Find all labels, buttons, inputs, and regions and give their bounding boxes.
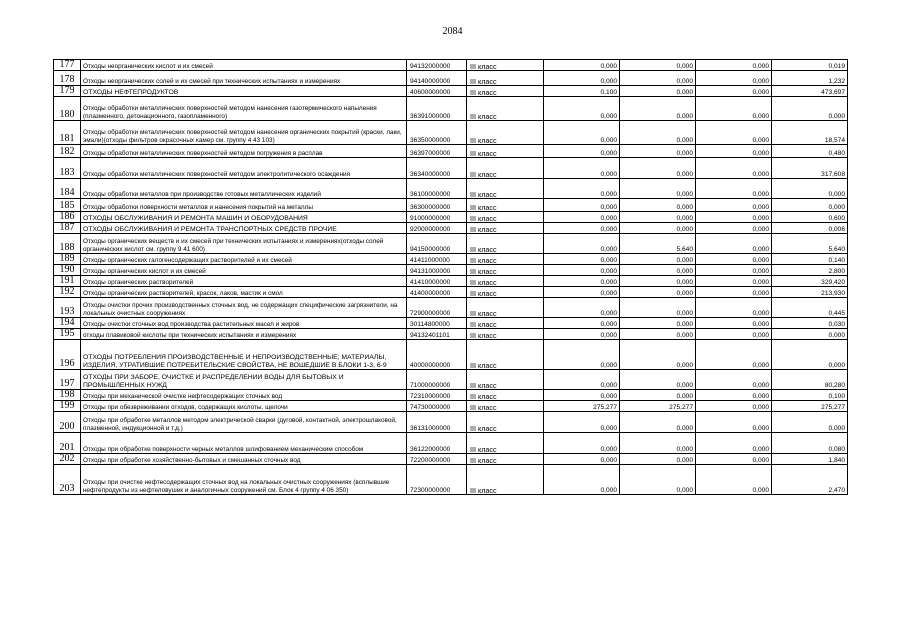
- row-number: 185: [54, 199, 81, 212]
- row-number: 189: [54, 254, 81, 265]
- row-number: 191: [54, 276, 81, 287]
- value-col-2: 0,000: [620, 287, 696, 298]
- value-col-4: 1,840: [772, 454, 848, 465]
- waste-name: ОТХОДЫ ОБСЛУЖИВАНИЯ И РЕМОНТА МАШИН И ОБОРУДОВАНИЯ: [81, 212, 407, 223]
- value-col-3: 0,000: [696, 71, 772, 86]
- table-row: [54, 158, 848, 179]
- hazard-class: III класс: [467, 60, 544, 71]
- waste-name: ОТХОДЫ ПОТРЕБЛЕНИЯ ПРОИЗВОДСТВЕННЫЕ И НЕПРОИЗВОДСТВЕННЫЕ; МАТЕРИАЛЫ, ИЗДЕЛИЯ, УТРАТИВШИЕ ПОТРЕБИТЕЛЬСКИЕ СВОЙСТВА, НЕ ВОШЕДШИЕ В БЛОКИ 1-3, 6-9: [81, 340, 407, 370]
- value-col-3: 0,000: [696, 145, 772, 158]
- value-col-1: 0,000: [544, 179, 620, 199]
- hazard-class: III класс: [467, 71, 544, 86]
- value-col-3: 0,000: [696, 60, 772, 71]
- value-col-1: 0,000: [544, 234, 620, 254]
- value-col-2: 0,000: [620, 465, 696, 495]
- waste-name: Отходы при обработке поверхности черных металлов шлифованием механическим способом: [81, 433, 407, 454]
- value-col-1: 0,000: [544, 465, 620, 495]
- hazard-class: III класс: [467, 86, 544, 97]
- value-col-4: 0,480: [772, 145, 848, 158]
- value-col-3: 0,000: [696, 401, 772, 412]
- value-col-2: 0,000: [620, 454, 696, 465]
- waste-code: 40600000000: [407, 86, 467, 97]
- value-col-4: 80,280: [772, 370, 848, 390]
- value-col-2: 0,000: [620, 298, 696, 318]
- value-col-2: 0,000: [620, 276, 696, 287]
- hazard-class: III класс: [467, 158, 544, 179]
- waste-code: 36350000000: [407, 121, 467, 145]
- hazard-class: III класс: [467, 340, 544, 370]
- row-number: 202: [54, 454, 81, 465]
- table-row: [54, 71, 848, 86]
- table-row: [54, 401, 848, 412]
- value-col-4: 0,445: [772, 298, 848, 318]
- value-col-3: 0,000: [696, 340, 772, 370]
- value-col-1: 0,000: [544, 287, 620, 298]
- value-col-4: 2,470: [772, 465, 848, 495]
- waste-code: 72200000000: [407, 454, 467, 465]
- value-col-4: 0,000: [772, 412, 848, 433]
- waste-name: ОТХОДЫ ПРИ ЗАБОРЕ, ОЧИСТКЕ И РАСПРЕДЕЛЕНИИ ВОДЫ ДЛЯ БЫТОВЫХ И ПРОМЫШЛЕННЫХ НУЖД: [81, 370, 407, 390]
- table-row: [54, 454, 848, 465]
- value-col-4: 0,000: [772, 199, 848, 212]
- waste-code: 36300000000: [407, 199, 467, 212]
- value-col-3: 0,000: [696, 370, 772, 390]
- waste-code: 36391000000: [407, 97, 467, 121]
- table-row: [54, 212, 848, 223]
- value-col-2: 0,000: [620, 390, 696, 401]
- value-col-3: 0,000: [696, 223, 772, 234]
- table-row: [54, 329, 848, 340]
- waste-code: 71000000000: [407, 370, 467, 390]
- waste-name: Отходы обработки металлических поверхностей методом нанесения органических покрытий (краски, лаки, эмали)(отходы фильтров окрасочных камер см. группу 4 43 103): [81, 121, 407, 145]
- value-col-3: 0,000: [696, 179, 772, 199]
- value-col-2: 0,000: [620, 223, 696, 234]
- value-col-3: 0,000: [696, 212, 772, 223]
- row-number: 197: [54, 370, 81, 390]
- hazard-class: III класс: [467, 212, 544, 223]
- value-col-1: 0,000: [544, 60, 620, 71]
- waste-name: Отходы при обезвреживании отходов, содержащих кислоты, щелочи: [81, 401, 407, 412]
- value-col-1: 0,000: [544, 329, 620, 340]
- table-row: [54, 179, 848, 199]
- waste-code: 41400000000: [407, 287, 467, 298]
- row-number: 177: [54, 60, 81, 71]
- row-number: 201: [54, 433, 81, 454]
- table-row: [54, 145, 848, 158]
- value-col-4: 275,277: [772, 401, 848, 412]
- value-col-1: 0,000: [544, 433, 620, 454]
- row-number: 182: [54, 145, 81, 158]
- value-col-4: 2,800: [772, 265, 848, 276]
- value-col-4: 0,080: [772, 433, 848, 454]
- value-col-3: 0,000: [696, 199, 772, 212]
- waste-code: 30114800000: [407, 318, 467, 329]
- hazard-class: III класс: [467, 121, 544, 145]
- table-row: [54, 276, 848, 287]
- waste-code: 72310000000: [407, 390, 467, 401]
- waste-name: Отходы очистки сточных вод производства растительных масел и жиров: [81, 318, 407, 329]
- table-row: [54, 340, 848, 370]
- hazard-class: III класс: [467, 199, 544, 212]
- value-col-1: 0,000: [544, 318, 620, 329]
- hazard-class: III класс: [467, 465, 544, 495]
- value-col-1: 0,000: [544, 254, 620, 265]
- value-col-1: 0,100: [544, 86, 620, 97]
- value-col-3: 0,000: [696, 390, 772, 401]
- value-col-3: 0,000: [696, 318, 772, 329]
- waste-name: отходы плавиковой кислоты при технических испытаниях и измерениях: [81, 329, 407, 340]
- waste-name: ОТХОДЫ НЕФТЕПРОДУКТОВ: [81, 86, 407, 97]
- row-number: 178: [54, 71, 81, 86]
- hazard-class: III класс: [467, 318, 544, 329]
- row-number: 198: [54, 390, 81, 401]
- table-row: [54, 86, 848, 97]
- hazard-class: III класс: [467, 265, 544, 276]
- value-col-2: 0,000: [620, 212, 696, 223]
- hazard-class: III класс: [467, 287, 544, 298]
- waste-code: 94131000000: [407, 265, 467, 276]
- hazard-class: III класс: [467, 145, 544, 158]
- hazard-class: III класс: [467, 179, 544, 199]
- value-col-2: 0,000: [620, 340, 696, 370]
- value-col-3: 0,000: [696, 265, 772, 276]
- value-col-4: 0,006: [772, 223, 848, 234]
- waste-name: Отходы при обработке металлов методом электрической сварки (дуговой, контактной, электрошлаковой, плазменной, индукционной и т.д.): [81, 412, 407, 433]
- hazard-class: III класс: [467, 97, 544, 121]
- hazard-class: III класс: [467, 223, 544, 234]
- value-col-4: 317,608: [772, 158, 848, 179]
- waste-code: 74730000000: [407, 401, 467, 412]
- row-number: 179: [54, 86, 81, 97]
- waste-name: Отходы обработки металлических поверхностей методом погружения в расплав: [81, 145, 407, 158]
- value-col-4: 0,100: [772, 390, 848, 401]
- value-col-1: 0,000: [544, 97, 620, 121]
- waste-name: Отходы при очистке нефтесодержащих сточных вод на локальных очистных сооружениях (всплывшие нефтепродукты из нефтеловушек и аналогичных сооружений см. Блок 4 группу 4 06 350): [81, 465, 407, 495]
- table-row: [54, 433, 848, 454]
- table-row: [54, 254, 848, 265]
- waste-name: Отходы обработки металлических поверхностей методом нанесения газотермического напыления (плазменного, детонационного, газопламенного): [81, 97, 407, 121]
- waste-table-body: [54, 60, 848, 495]
- value-col-3: 0,000: [696, 412, 772, 433]
- table-row: [54, 60, 848, 71]
- value-col-3: 0,000: [696, 234, 772, 254]
- value-col-2: 0,000: [620, 86, 696, 97]
- value-col-3: 0,000: [696, 86, 772, 97]
- value-col-4: 329,420: [772, 276, 848, 287]
- value-col-1: 0,000: [544, 340, 620, 370]
- waste-name: Отходы при механической очистке нефтесодержащих сточных вод: [81, 390, 407, 401]
- table-row: [54, 97, 848, 121]
- value-col-2: 0,000: [620, 97, 696, 121]
- table-row: [54, 412, 848, 433]
- waste-name: Отходы неорганических кислот и их смесей: [81, 60, 407, 71]
- value-col-1: 0,000: [544, 454, 620, 465]
- value-col-1: 0,000: [544, 71, 620, 86]
- value-col-1: 0,000: [544, 265, 620, 276]
- value-col-3: 0,000: [696, 433, 772, 454]
- hazard-class: III класс: [467, 433, 544, 454]
- hazard-class: III класс: [467, 370, 544, 390]
- value-col-3: 0,000: [696, 329, 772, 340]
- value-col-2: 0,000: [620, 329, 696, 340]
- row-number: 180: [54, 97, 81, 121]
- value-col-2: 0,000: [620, 433, 696, 454]
- value-col-2: 0,000: [620, 265, 696, 276]
- waste-code: 94150000000: [407, 234, 467, 254]
- value-col-2: 0,000: [620, 412, 696, 433]
- table-row: [54, 234, 848, 254]
- value-col-4: 213,930: [772, 287, 848, 298]
- value-col-3: 0,000: [696, 298, 772, 318]
- waste-table: [53, 59, 848, 495]
- value-col-2: 0,000: [620, 71, 696, 86]
- hazard-class: III класс: [467, 234, 544, 254]
- value-col-4: 0,000: [772, 97, 848, 121]
- hazard-class: III класс: [467, 401, 544, 412]
- waste-code: 36122000000: [407, 433, 467, 454]
- waste-code: 36131000000: [407, 412, 467, 433]
- value-col-4: 1,232: [772, 71, 848, 86]
- value-col-2: 0,000: [620, 254, 696, 265]
- row-number: 195: [54, 329, 81, 340]
- row-number: 194: [54, 318, 81, 329]
- value-col-4: 0,000: [772, 340, 848, 370]
- value-col-1: 0,000: [544, 145, 620, 158]
- value-col-2: 0,000: [620, 145, 696, 158]
- row-number: 196: [54, 340, 81, 370]
- value-col-4: 0,600: [772, 212, 848, 223]
- waste-code: 72900000000: [407, 298, 467, 318]
- value-col-1: 0,000: [544, 158, 620, 179]
- value-col-3: 0,000: [696, 465, 772, 495]
- row-number: 192: [54, 287, 81, 298]
- waste-code: 92000000000: [407, 223, 467, 234]
- value-col-4: 0,030: [772, 318, 848, 329]
- waste-name: Отходы обработки металлов при производстве готовых металлических изделий: [81, 179, 407, 199]
- hazard-class: III класс: [467, 412, 544, 433]
- row-number: 181: [54, 121, 81, 145]
- value-col-1: 0,000: [544, 276, 620, 287]
- waste-name: Отходы органических растворителей: [81, 276, 407, 287]
- value-col-2: 0,000: [620, 158, 696, 179]
- value-col-3: 0,000: [696, 287, 772, 298]
- table-row: [54, 199, 848, 212]
- waste-code: 94132401101: [407, 329, 467, 340]
- value-col-2: 0,000: [620, 370, 696, 390]
- waste-name: ОТХОДЫ ОБСЛУЖИВАНИЯ И РЕМОНТА ТРАНСПОРТНЫХ СРЕДСТВ ПРОЧИЕ: [81, 223, 407, 234]
- waste-code: 72300000000: [407, 465, 467, 495]
- waste-name: Отходы при обработке хозяйственно-бытовых и смешанных сточных вод: [81, 454, 407, 465]
- value-col-4: 473,697: [772, 86, 848, 97]
- value-col-4: 0,019: [772, 60, 848, 71]
- value-col-1: 0,000: [544, 412, 620, 433]
- value-col-1: 0,000: [544, 298, 620, 318]
- value-col-1: 0,000: [544, 370, 620, 390]
- waste-name: Отходы обработки поверхности металлов и нанесения покрытий на металлы: [81, 199, 407, 212]
- waste-name: Отходы органических веществ и их смесей при технических испытаниях и измерениях(отходы солей органических кислот см. группу 9 41 600): [81, 234, 407, 254]
- table-row: [54, 298, 848, 318]
- waste-name: Отходы обработки металлических поверхностей методом электролитического осаждения: [81, 158, 407, 179]
- waste-name: Отходы органических растворителей, красок, лаков, мастик и смол: [81, 287, 407, 298]
- value-col-4: 18,574: [772, 121, 848, 145]
- hazard-class: III класс: [467, 329, 544, 340]
- value-col-4: 0,000: [772, 329, 848, 340]
- value-col-4: 0,000: [772, 179, 848, 199]
- page-number: 2084: [442, 26, 463, 37]
- waste-code: 94140000000: [407, 71, 467, 86]
- value-col-2: 275,277: [620, 401, 696, 412]
- row-number: 184: [54, 179, 81, 199]
- value-col-3: 0,000: [696, 97, 772, 121]
- row-number: 199: [54, 401, 81, 412]
- value-col-2: 0,000: [620, 318, 696, 329]
- table-row: [54, 370, 848, 390]
- hazard-class: III класс: [467, 298, 544, 318]
- waste-name: Отходы очистки прочих производственных сточных вод, не содержащих специфические загрязнители, на локальных очистных сооружениях: [81, 298, 407, 318]
- table-row: [54, 390, 848, 401]
- value-col-1: 0,000: [544, 199, 620, 212]
- row-number: 203: [54, 465, 81, 495]
- row-number: 186: [54, 212, 81, 223]
- row-number: 193: [54, 298, 81, 318]
- value-col-3: 0,000: [696, 121, 772, 145]
- hazard-class: III класс: [467, 276, 544, 287]
- table-row: [54, 265, 848, 276]
- hazard-class: III класс: [467, 454, 544, 465]
- hazard-class: III класс: [467, 390, 544, 401]
- waste-name: Отходы органических кислот и их смесей: [81, 265, 407, 276]
- waste-code: 36100000000: [407, 179, 467, 199]
- table-row: [54, 121, 848, 145]
- value-col-2: 0,000: [620, 60, 696, 71]
- value-col-4: 5,640: [772, 234, 848, 254]
- waste-code: 36397000000: [407, 145, 467, 158]
- waste-code: 41411000000: [407, 254, 467, 265]
- waste-code: 91000000000: [407, 212, 467, 223]
- value-col-1: 275,277: [544, 401, 620, 412]
- value-col-3: 0,000: [696, 454, 772, 465]
- value-col-4: 0,140: [772, 254, 848, 265]
- value-col-2: 0,000: [620, 199, 696, 212]
- waste-code: 36340000000: [407, 158, 467, 179]
- value-col-1: 0,000: [544, 390, 620, 401]
- row-number: 187: [54, 223, 81, 234]
- hazard-class: III класс: [467, 254, 544, 265]
- row-number: 188: [54, 234, 81, 254]
- value-col-2: 0,000: [620, 179, 696, 199]
- row-number: 183: [54, 158, 81, 179]
- value-col-3: 0,000: [696, 276, 772, 287]
- waste-code: 41410000000: [407, 276, 467, 287]
- table-row: [54, 287, 848, 298]
- waste-code: 40000000000: [407, 340, 467, 370]
- value-col-2: 0,000: [620, 121, 696, 145]
- value-col-3: 0,000: [696, 254, 772, 265]
- waste-name: Отходы органических галогенсодержащих растворителей и их смесей: [81, 254, 407, 265]
- table-row: [54, 223, 848, 234]
- row-number: 200: [54, 412, 81, 433]
- value-col-1: 0,000: [544, 212, 620, 223]
- waste-code: 94132000000: [407, 60, 467, 71]
- table-row: [54, 465, 848, 495]
- value-col-1: 0,000: [544, 223, 620, 234]
- value-col-2: 5,640: [620, 234, 696, 254]
- value-col-1: 0,000: [544, 121, 620, 145]
- row-number: 190: [54, 265, 81, 276]
- waste-name: Отходы неорганических солей и их смесей при технических испытаниях и измерениях: [81, 71, 407, 86]
- value-col-3: 0,000: [696, 158, 772, 179]
- table-row: [54, 318, 848, 329]
